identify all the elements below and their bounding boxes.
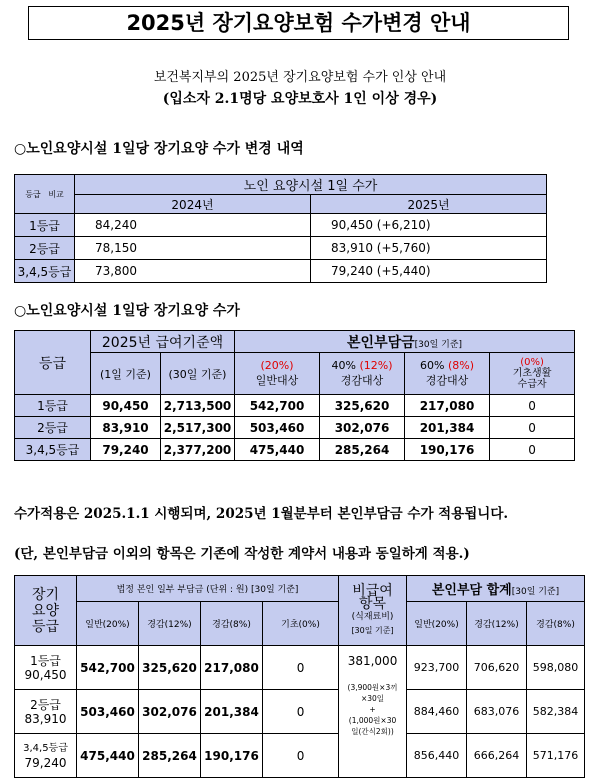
table-row: 3,4,5등급 73,800 79,240 (+5,440): [15, 260, 547, 283]
subtitle: 보건복지부의 2025년 장기요양보험 수가 인상 안내: [153, 70, 447, 85]
effective-date-note: 수가적용은 2025.1.1 시행되며, 2025년 1월분부터 본인부담금 수가 적용됩니다.: [14, 506, 509, 522]
legal-copay-header: 법정 본인 일부 부담금 (단위 : 원) [30일 기준]: [77, 576, 339, 602]
page-title: 2025년 장기요양보험 수가변경 안내: [28, 6, 569, 40]
fee-change-table: [14, 174, 547, 283]
copay-total-table: 장기 요양 등급 법정 본인 일부 부담금 (단위 : 원) [30일 기준] 비급여 항목 (식재료비) [30일 기준] 본인부담 합계[30일 기준] 일반(20%) 경감(12%) 경감(8%) 기초(0%) 일반(20%) 경감(12%) 경감(8%) 1등급 90,450 542,700 325,620 217,080 0 381,000 (3,900원×3끼 ×30일 + (1,000원×30 일(간식2회)) 923,700 706,620 598,080 2등급 83,910 503,460 302,076 201,384 0 884,460 683,076 582,384 3,4,5등급 79,240 475,440 285,264 190,176 0 856,440 666,264 571,176: [14, 575, 585, 778]
table-row: 2등급 83,910 2,517,300 503,460 302,076 201,384 0: [15, 417, 575, 439]
table-row: 3,4,5등급 79,240 2,377,200 475,440 285,264 190,176 0: [15, 439, 575, 461]
copay-basic-header: (0%) 기초생활 수급자: [490, 353, 575, 395]
copay-header: 본인부담금[30일 기준]: [235, 331, 575, 353]
nonbenefit-header: 비급여 항목 (식재료비) [30일 기준]: [339, 576, 407, 646]
benefit-header: 2025년 급여기준액: [91, 331, 235, 353]
table-row: 2등급 83,910 503,460 302,076 201,384 0 884,460 683,076 582,384: [15, 690, 585, 734]
copay-general-header: (20%) 일반대상: [235, 353, 320, 395]
section1-heading: ○노인요양시설 1일당 장기요양 수가 변경 내역: [14, 141, 304, 157]
copay-reduced12-header: 40% (12%) 경감대상: [320, 353, 405, 395]
grade-header: 등급: [15, 331, 91, 395]
grade-header: 장기 요양 등급: [15, 576, 77, 646]
table-row: 3,4,5등급 79,240 475,440 285,264 190,176 0 856,440 666,264 571,176: [15, 734, 585, 778]
nonbenefit-cell: 381,000 (3,900원×3끼 ×30일 + (1,000원×30 일(간식2회)): [339, 646, 407, 778]
copay-reduced8-header: 60% (8%) 경감대상: [405, 353, 490, 395]
contract-note: (단, 본인부담금 이외의 항목은 기존에 작성한 계약서 내용과 동일하게 적용.): [14, 546, 470, 562]
corner-header: 등급 비교: [15, 175, 75, 214]
table-row: 1등급 90,450 2,713,500 542,700 325,620 217,080 0: [15, 395, 575, 417]
table-row: 1등급 90,450 542,700 325,620 217,080 0 381,000 (3,900원×3끼 ×30일 + (1,000원×30 일(간식2회)) 923,700 706,620 598,080: [15, 646, 585, 690]
subtitle-condition: (입소자 2.1명당 요양보호사 1인 이상 경우): [162, 91, 438, 107]
year-2024-header: 2024년: [75, 195, 311, 214]
fee-table-2025: 등급 2025년 급여기준액 본인부담금[30일 기준] (1일 기준) (30일 기준) (20%) 일반대상 40% (12%) 경감대상 60% (8%) 경감대상 (0%) 기초생활 수급자 1등급 90,450 2,713,500 542,700 325,620 217,080 0 2등급 83,910 2,517,300 503,460 302,076 201,384 0 3,4,5등급 79,240 2,377,200 475,440 285,264 190,176 0: [14, 330, 575, 461]
table-row: 1등급 84,240 90,450 (+6,210): [15, 214, 547, 237]
total-copay-header: 본인부담 합계[30일 기준]: [407, 576, 585, 602]
table-row: 2등급 78,150 83,910 (+5,760): [15, 237, 547, 260]
fee-change-main-header: 노인 요양시설 1일 수가: [75, 175, 547, 195]
section2-heading: ○노인요양시설 1일당 장기요양 수가: [14, 303, 240, 319]
year-2025-header: 2025년: [311, 195, 547, 214]
